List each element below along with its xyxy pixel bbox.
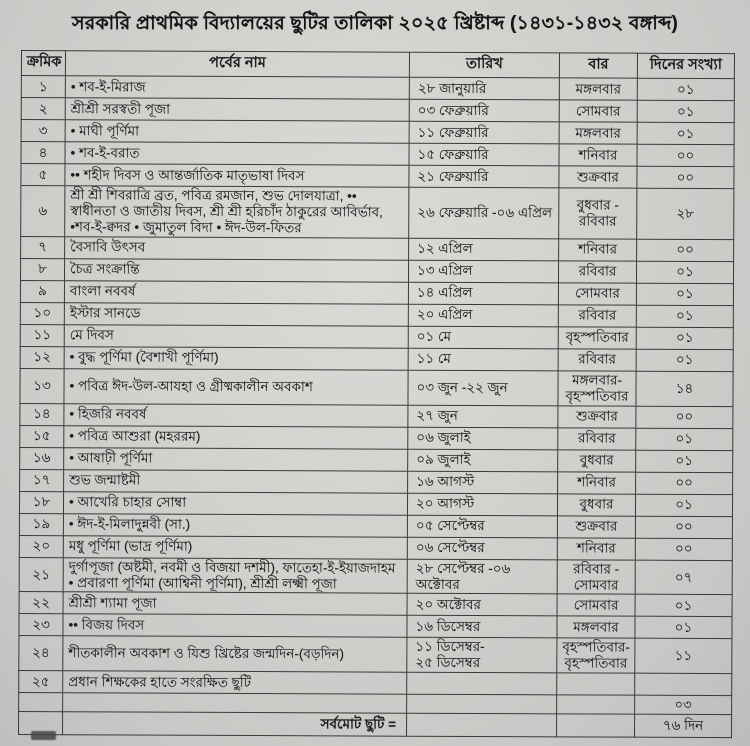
row-serial: ৯	[20, 280, 64, 302]
row-serial: ১	[21, 76, 65, 98]
table-row	[19, 513, 732, 538]
row-days-count: ০০	[636, 406, 733, 428]
row-holiday-name: • শব-ই-বরাত	[65, 142, 409, 166]
row-date: ০৩ ফেব্রুয়ারি	[409, 99, 559, 122]
row-date: ২০ আগস্ট	[407, 493, 557, 516]
row-holiday-name: মধু পূর্ণিমা (ভাদ্র পূর্ণিমা)	[63, 535, 407, 559]
row-serial: ২২	[19, 592, 63, 614]
row-serial: ১৪	[20, 403, 64, 425]
row-serial: ৮	[20, 258, 64, 280]
row-weekday: মঙ্গলবার	[557, 616, 635, 638]
row-holiday-name: চৈত্র সংক্রান্তি	[64, 258, 408, 282]
row-holiday-name: •• শহীদ দিবস ও আন্তর্জাতিক মাতৃভাষা দিবস	[65, 164, 409, 188]
row-date: ১১ মে	[408, 348, 558, 371]
row-days-count: ০১	[635, 617, 732, 639]
row-days-count: ০১	[636, 349, 733, 371]
row-weekday: মঙ্গলবার	[559, 78, 637, 100]
empty-date-cell	[407, 694, 557, 713]
row-days-count: ০১	[636, 261, 733, 283]
row-weekday: বুধবার	[558, 449, 636, 471]
row-days-count: ০১	[635, 595, 732, 617]
table-row	[21, 236, 734, 261]
row-days-count: ০০	[635, 516, 732, 538]
empty-weekday-cell	[557, 713, 635, 736]
row-holiday-name: দুর্গাপূজা (অষ্টমী, নবমী ও বিজয়া দশমী), ফাতেহা-ই-ইয়াজদাহম • প্রবারণা পূর্ণিমা (আশ্বিনী পূর্ণিমা), শ্রীশ্রী লক্ষ্মী পূজা	[63, 557, 407, 593]
table-row	[20, 447, 733, 472]
table-row	[21, 186, 734, 240]
table-row	[21, 142, 734, 167]
row-days-count: ০১	[636, 283, 733, 305]
row-date: ২৮ সেপ্টেম্বর -০৬ অক্টোবর	[407, 559, 557, 594]
empty-serial-cell	[19, 693, 63, 712]
row-serial: ৬	[21, 186, 65, 237]
table-row	[21, 98, 734, 123]
row-days-count: ০০	[637, 166, 734, 188]
table-row	[20, 425, 733, 450]
empty-weekday-cell	[557, 695, 635, 714]
table-row	[20, 302, 733, 327]
row-date: ১১ ডিসেম্বর- ২৫ ডিসেম্বর	[407, 638, 557, 673]
row-serial: ২১	[19, 557, 63, 592]
row-weekday: শনিবার	[557, 537, 635, 559]
row-date: ০৩ জুন -২২ জুন	[408, 370, 558, 405]
table-row	[19, 671, 732, 696]
row-weekday: রবিবার	[558, 427, 636, 449]
row-date	[407, 672, 557, 695]
row-weekday: সোমবার	[557, 594, 635, 616]
page-title: সরকারি প্রাথমিক বিদ্যালয়ের ছুটির তালিকা ২০২৫ খ্রিষ্টাব্দ (১৪৩১-১৪৩২ বঙ্গাব্দ)	[71, 13, 679, 34]
row-date: ০১ মে	[408, 326, 558, 349]
col-header-days-count: দিনের সংখ্যা	[637, 53, 734, 78]
reserved-days-value: ০৩	[635, 695, 732, 714]
row-weekday: মঙ্গলবার	[559, 122, 637, 144]
row-days-count: ১৪	[636, 371, 733, 406]
row-days-count: ০০	[636, 472, 733, 494]
row-days-count: ০০	[637, 239, 734, 261]
row-serial: ১৩	[20, 368, 64, 403]
row-date: ১৫ ফেব্রুয়ারি	[409, 143, 559, 166]
row-date: ১১ ফেব্রুয়ারি	[409, 121, 559, 144]
row-days-count	[635, 673, 732, 695]
row-serial: ২	[21, 98, 65, 120]
grand-total-label: সর্বমোট ছুটি =	[63, 711, 407, 736]
row-weekday: বৃহস্পতিবার- বৃহস্পতিবার	[557, 638, 635, 673]
row-serial: ২০	[19, 535, 63, 557]
row-weekday: রবিবার - সোমবার	[557, 559, 635, 594]
row-days-count: ০১	[636, 450, 733, 472]
row-days-count: ০০	[635, 538, 732, 560]
row-days-count: ০০	[637, 144, 734, 166]
row-days-count: ০১	[635, 494, 732, 516]
row-weekday: শুক্রবার	[557, 515, 635, 537]
table-row	[19, 491, 732, 516]
col-header-date: তারিখ	[409, 52, 559, 78]
grand-total-row	[19, 711, 732, 737]
row-weekday: সোমবার	[559, 100, 637, 122]
row-holiday-name: • পবিত্র ঈদ-উল-আযহা ও গ্রীষ্মকালীন অবকাশ	[64, 368, 408, 404]
row-holiday-name: শুভ জন্মাষ্টমী	[64, 469, 408, 493]
table-row	[20, 469, 733, 494]
row-serial: ১৬	[20, 447, 64, 469]
row-holiday-name: শ্রীশ্রী সরস্বতী পূজা	[65, 98, 409, 122]
table-row	[21, 120, 734, 145]
row-days-count: ০১	[637, 122, 734, 144]
empty-name-cell	[63, 693, 407, 713]
row-date: ২৬ ফেব্রুয়ারি -০৬ এপ্রিল	[409, 187, 559, 238]
row-days-count: ০১	[636, 327, 733, 349]
row-days-count: ১১	[635, 639, 732, 674]
row-weekday: শুক্রবার	[559, 166, 637, 188]
row-weekday: রবিবার	[558, 305, 636, 327]
table-row	[21, 164, 734, 189]
table-row	[19, 535, 732, 560]
col-header-serial: ক্রমিক	[21, 51, 65, 76]
row-serial: ১৭	[20, 469, 64, 491]
row-date: ২০ অক্টোবর	[407, 594, 557, 617]
row-holiday-name: • ঈদ-ই-মিলাদুন্নবী (সা.)	[63, 513, 407, 537]
row-holiday-name: • হিজরি নববর্ষ	[64, 403, 408, 427]
row-serial: ২৩	[19, 614, 63, 636]
row-weekday: বৃহস্পতিবার	[558, 327, 636, 349]
table-row	[20, 403, 733, 428]
table-row	[19, 557, 732, 595]
col-header-holiday-name: পর্বের নাম	[65, 51, 409, 78]
row-date: ১৪ এপ্রিল	[408, 282, 558, 305]
row-days-count: ০৭	[635, 560, 732, 595]
row-holiday-name: • মাঘী পূর্ণিমা	[65, 120, 409, 144]
row-serial: ১০	[20, 302, 64, 324]
row-serial: ৩	[21, 120, 65, 142]
row-serial: ১২	[20, 346, 64, 368]
row-weekday: সোমবার	[558, 283, 636, 305]
table-row	[19, 636, 732, 674]
row-holiday-name: মে দিবস	[64, 324, 408, 348]
row-serial: ১৯	[19, 513, 63, 535]
grand-total-value: ৭৬ দিন	[635, 714, 732, 737]
table-row	[20, 324, 733, 349]
table-header-row	[21, 51, 734, 79]
row-serial: ২৫	[19, 671, 63, 693]
row-weekday	[557, 673, 635, 695]
row-date: ২৮ জানুয়ারি	[409, 77, 559, 100]
row-weekday: শনিবার	[559, 239, 637, 261]
row-holiday-name: প্রধান শিক্ষকের হাতে সংরক্ষিত ছুটি	[63, 671, 407, 695]
col-header-weekday: বার	[559, 53, 637, 78]
row-date: ১৩ এপ্রিল	[408, 260, 558, 283]
table-row	[20, 346, 733, 371]
row-holiday-name: বৈসাবি উৎসব	[65, 236, 409, 260]
table-row	[19, 592, 732, 617]
row-days-count: ০১	[636, 428, 733, 450]
row-date: ০৯ জুলাই	[408, 449, 558, 472]
row-days-count: ০১	[637, 100, 734, 122]
row-date: ০৬ জুলাই	[408, 427, 558, 450]
row-holiday-name: বাংলা নববর্ষ	[64, 280, 408, 304]
row-date: ২৭ জুন	[408, 405, 558, 428]
row-date: ২১ ফেব্রুয়ারি	[409, 165, 559, 188]
table-row	[20, 280, 733, 305]
row-days-count: ০১	[637, 78, 734, 100]
row-holiday-name: • শব-ই-মিরাজ	[65, 76, 409, 100]
row-weekday: শনিবার	[559, 144, 637, 166]
row-holiday-name: •• বিজয় দিবস	[63, 614, 407, 638]
row-weekday: শুক্রবার	[558, 405, 636, 427]
row-date: ১৬ ডিসেম্বর	[407, 616, 557, 639]
empty-date-cell	[407, 713, 557, 737]
row-date: ০৬ সেপ্টেম্বর	[407, 537, 557, 560]
table-row	[21, 76, 734, 101]
row-serial: ১৮	[19, 491, 63, 513]
row-holiday-name: • বুদ্ধ পূর্ণিমা (বৈশাখী পূর্ণিমা)	[64, 346, 408, 370]
row-weekday: রবিবার	[558, 349, 636, 371]
row-serial: ১৫	[20, 425, 64, 447]
table-row	[20, 368, 733, 406]
holiday-list-table	[18, 50, 735, 738]
row-weekday: রবিবার	[558, 261, 636, 283]
row-weekday: মঙ্গলবার- বৃহস্পতিবার	[558, 371, 636, 406]
row-holiday-name: • আখেরি চাহার সোম্বা	[63, 491, 407, 515]
scan-artifact-mark	[31, 731, 56, 740]
row-serial: ২৪	[19, 636, 63, 671]
row-days-count: ০১	[636, 305, 733, 327]
row-holiday-name: • আষাঢ়ী পূর্ণিমা	[64, 447, 408, 471]
row-serial: ৫	[21, 164, 65, 186]
row-holiday-name: শ্রী শ্রী শিবরাত্রি ব্রত, পবিত্র রমজান, শুভ দোলযাত্রা, •• স্বাধীনতা ও জাতীয় দিবস, শ্রী শ্রী হরিচাঁদ ঠাকুরের আবির্ভাব, •শব-ই-ক্বদর • জুমাতুল বিদা • ঈদ-উল-ফিতর	[65, 186, 409, 238]
row-date: ২০ এপ্রিল	[408, 304, 558, 327]
row-date: ১২ এপ্রিল	[409, 238, 559, 261]
row-weekday: বুধবার - রবিবার	[559, 188, 637, 239]
row-holiday-name: ইস্টার সানডে	[64, 302, 408, 326]
row-holiday-name: শীতকালীন অবকাশ ও যিশু খ্রিষ্টের জন্মদিন-(বড়দিন)	[63, 636, 407, 672]
row-weekday: বুধবার	[557, 493, 635, 515]
row-serial: ৪	[21, 142, 65, 164]
row-holiday-name: শ্রীশ্রী শ্যামা পূজা	[63, 592, 407, 616]
row-serial: ৭	[21, 236, 65, 258]
table-row	[19, 614, 732, 639]
row-weekday: শনিবার	[558, 471, 636, 493]
row-date: ১৬ আগস্ট	[408, 471, 558, 494]
row-days-count: ২৮	[637, 188, 734, 239]
table-row	[20, 258, 733, 283]
row-date: ০৫ সেপ্টেম্বর	[407, 515, 557, 538]
row-serial: ১১	[20, 324, 64, 346]
row-holiday-name: • পবিত্র আশুরা (মহররম)	[64, 425, 408, 449]
